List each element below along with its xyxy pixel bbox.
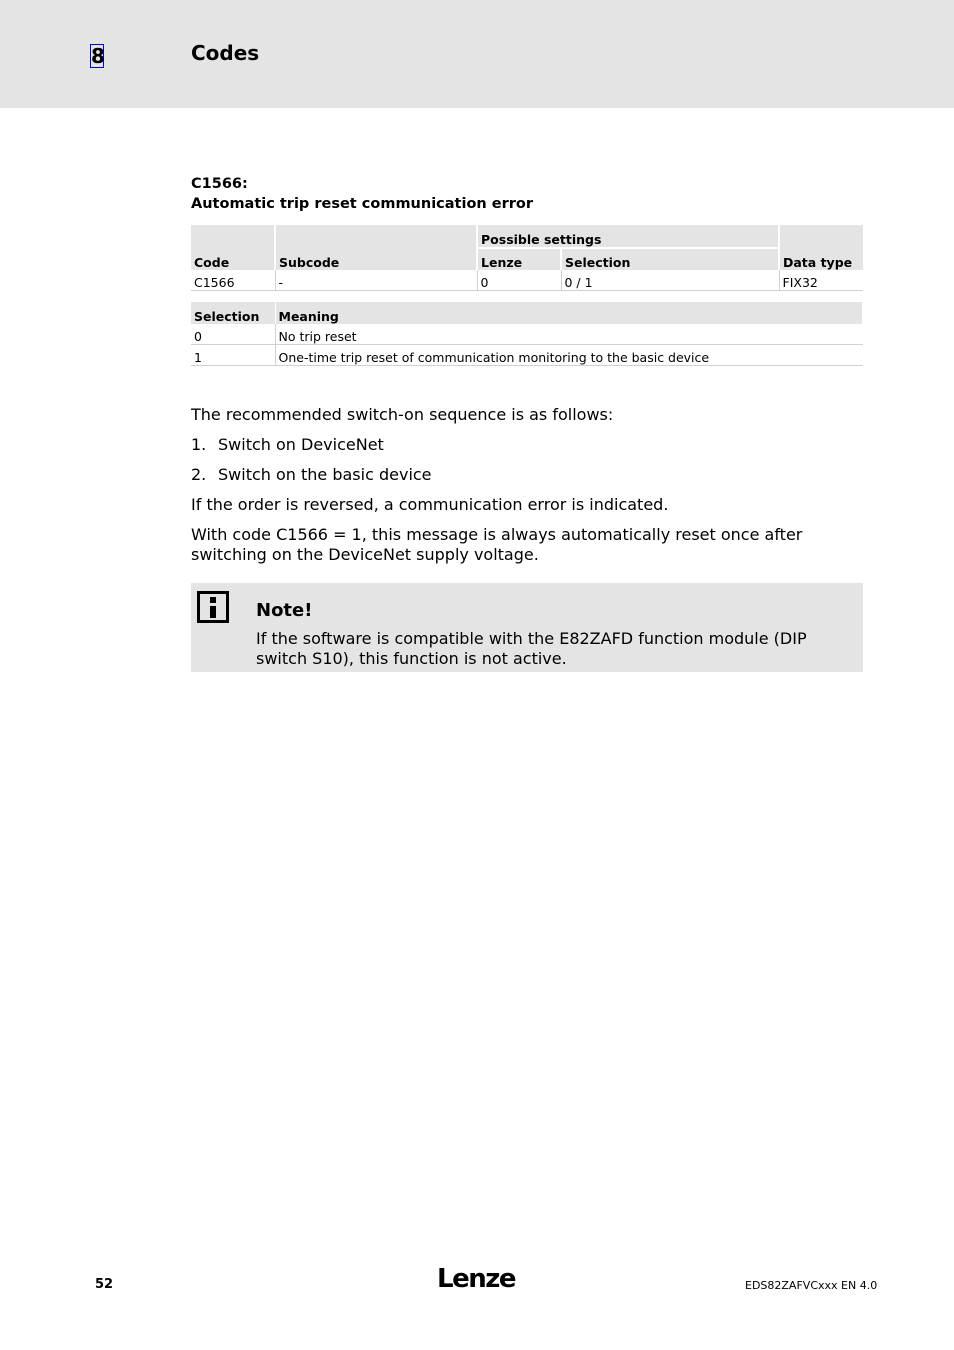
header-data-type: Data type	[779, 225, 863, 270]
table-row	[191, 324, 863, 345]
chapter-title: Codes	[191, 41, 260, 65]
cell-lenze: 0	[477, 270, 561, 291]
table-row	[191, 270, 863, 291]
code-id: C1566:	[191, 176, 248, 192]
info-icon	[197, 591, 229, 623]
selection-meaning: One-time trip reset of communication monitoring to the basic device	[275, 345, 863, 366]
note-text: If the software is compatible with the E82ZAFD function module (DIP switch S10), this function is not active.	[256, 629, 807, 668]
header-selection: Selection	[561, 248, 779, 270]
lenze-logo: Lenze	[437, 1264, 515, 1294]
note-title: Note!	[256, 600, 313, 621]
cell-code: C1566	[191, 270, 275, 291]
header-possible-settings: Possible settings	[477, 225, 779, 248]
selection-value: 0	[191, 324, 275, 345]
code-heading	[191, 174, 533, 214]
header-meaning: Meaning	[275, 302, 863, 324]
selection-value: 1	[191, 345, 275, 366]
chapter-number[interactable]: 8	[91, 44, 105, 68]
header-selection-value: Selection	[191, 302, 275, 324]
cell-subcode: -	[275, 270, 477, 291]
selection-meaning: No trip reset	[275, 324, 863, 345]
list-text: Switch on DeviceNet	[218, 435, 384, 454]
header-lenze: Lenze	[477, 248, 561, 270]
list-number: 2.	[191, 465, 207, 484]
cell-data-type: FIX32	[779, 270, 863, 291]
table-row	[191, 345, 863, 366]
list-text: Switch on the basic device	[218, 465, 432, 484]
list-number: 1.	[191, 435, 207, 454]
reversed-text: If the order is reversed, a communication error is indicated.	[191, 495, 669, 514]
code-table	[191, 225, 863, 291]
page-number: 52	[95, 1277, 114, 1292]
list-item	[191, 435, 863, 455]
note-box	[191, 583, 863, 672]
cell-selection: 0 / 1	[561, 270, 779, 291]
selection-table	[191, 302, 863, 366]
header-code: Code	[191, 225, 275, 270]
header-subcode: Subcode	[275, 225, 477, 270]
header-band	[0, 0, 954, 108]
code-title: Automatic trip reset communication error	[191, 196, 534, 212]
auto-reset-text: With code C1566 = 1, this message is always automatically reset once after switching on the DeviceNet supply voltage.	[191, 525, 803, 564]
intro-text: The recommended switch-on sequence is as follows:	[191, 405, 614, 424]
list-item	[191, 465, 863, 485]
document-id: EDS82ZAFVCxxx EN 4.0	[745, 1279, 878, 1292]
